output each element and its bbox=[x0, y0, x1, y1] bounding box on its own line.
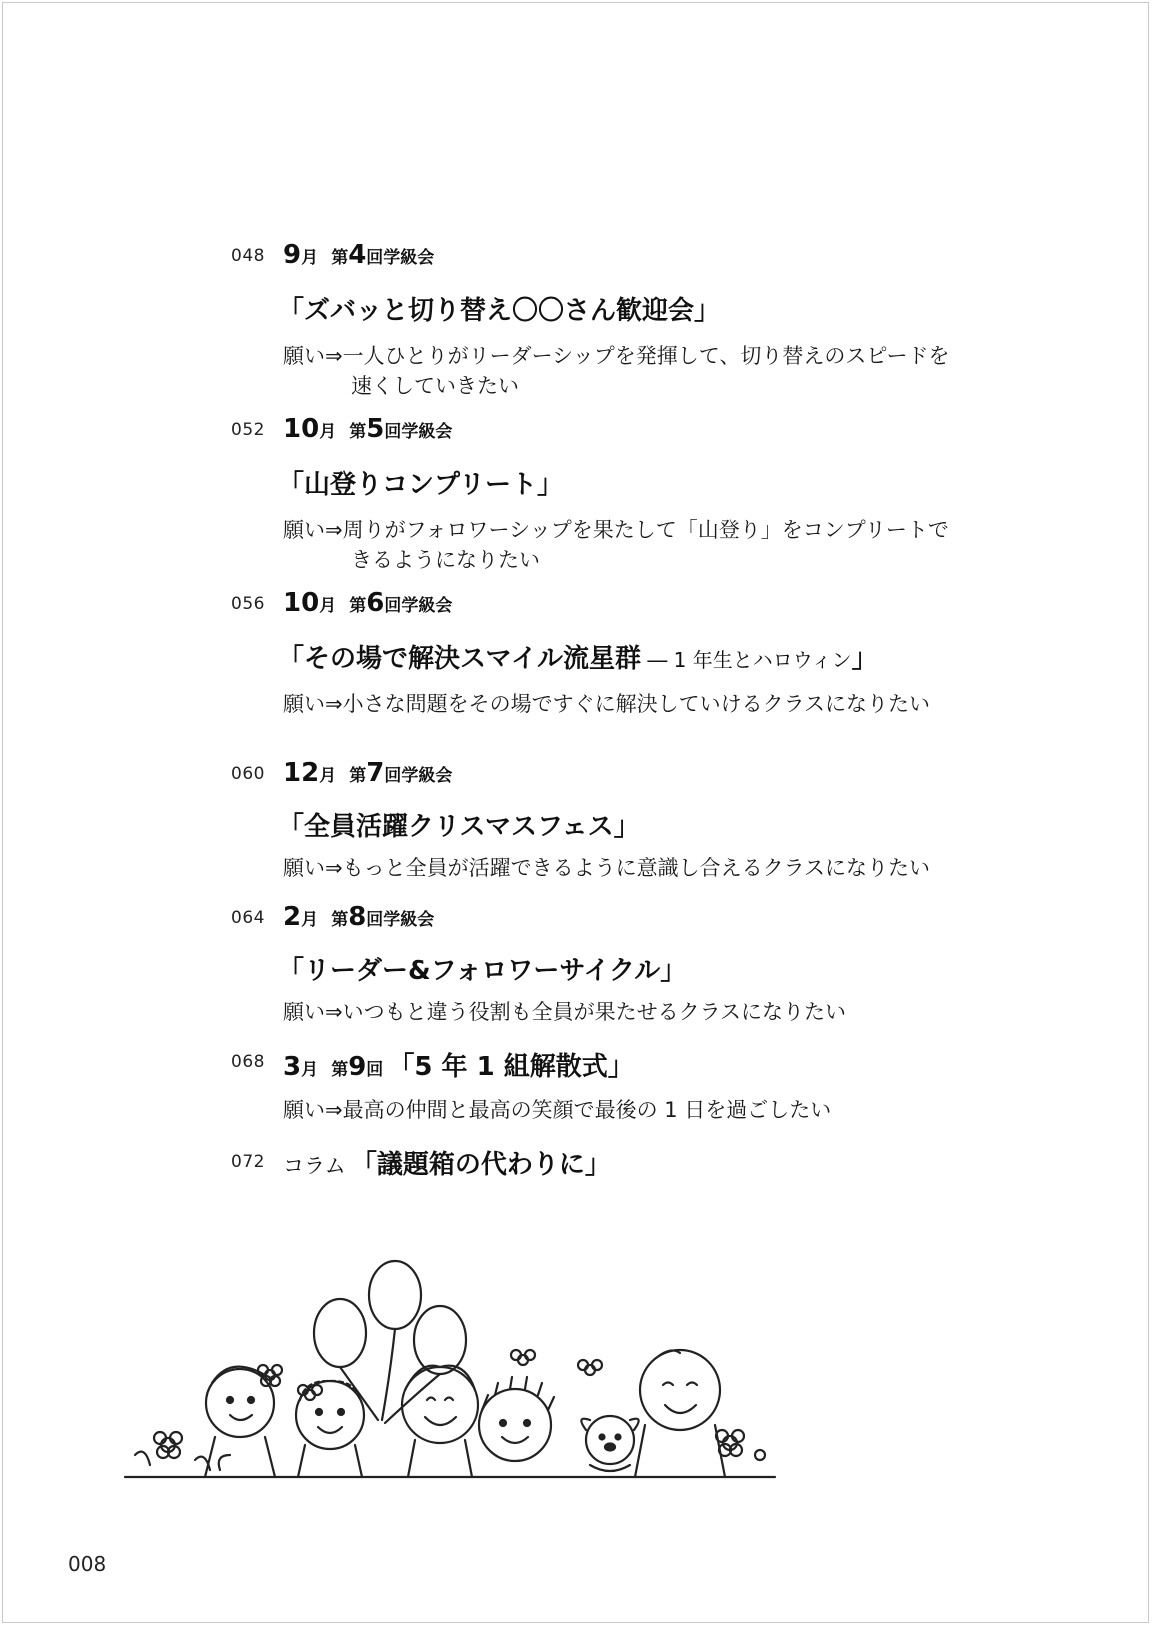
children-illustration bbox=[120, 1255, 810, 1505]
entry-title: 「全員活躍クリスマスフェス」 bbox=[278, 812, 640, 842]
kai-label: 回 bbox=[366, 1060, 384, 1080]
entry-heading bbox=[283, 240, 434, 270]
dai-label: 第 bbox=[331, 910, 349, 930]
wish-line: 願い⇒もっと全員が活躍できるように意識し合えるクラスになりたい bbox=[283, 856, 930, 880]
wish-line-continued: きるようになりたい bbox=[351, 548, 540, 572]
entry-title: 「山登りコンプリート」 bbox=[278, 470, 563, 500]
column-label: コラム bbox=[283, 1154, 346, 1178]
session-number: 9 bbox=[348, 1052, 367, 1082]
entry-heading bbox=[283, 902, 434, 932]
page-ref: 052 bbox=[231, 420, 265, 440]
page-ref: 048 bbox=[231, 246, 265, 266]
month-unit: 月 bbox=[301, 910, 319, 930]
entry-title: 「議題箱の代わりに」 bbox=[350, 1150, 611, 1180]
kai-label: 回学級会 bbox=[384, 766, 453, 786]
dai-label: 第 bbox=[349, 596, 367, 616]
session-number: 8 bbox=[348, 902, 367, 932]
dai-label: 第 bbox=[349, 766, 367, 786]
child-face-icon bbox=[402, 1366, 478, 1477]
month-number: 2 bbox=[283, 902, 302, 932]
entry-title bbox=[278, 638, 878, 675]
month-unit: 月 bbox=[301, 1060, 319, 1080]
session-number: 4 bbox=[348, 240, 367, 270]
dai-label: 第 bbox=[331, 1060, 349, 1080]
entry-heading bbox=[283, 588, 452, 618]
dog-icon bbox=[581, 1416, 638, 1471]
entry-heading bbox=[283, 1046, 634, 1083]
month-number: 10 bbox=[283, 414, 320, 444]
page-ref: 060 bbox=[231, 764, 265, 784]
wish-line: 願い⇒一人ひとりがリーダーシップを発揮して、切り替えのスピードを bbox=[283, 344, 950, 368]
kai-label: 回学級会 bbox=[366, 248, 435, 268]
child-face-icon bbox=[205, 1367, 275, 1477]
kai-label: 回学級会 bbox=[384, 596, 453, 616]
month-number: 10 bbox=[283, 588, 320, 618]
month-unit: 月 bbox=[301, 248, 319, 268]
kai-label: 回学級会 bbox=[384, 422, 453, 442]
page-ref: 064 bbox=[231, 908, 265, 928]
child-face-icon bbox=[479, 1377, 554, 1461]
entry-heading bbox=[283, 1144, 611, 1181]
child-face-icon bbox=[635, 1350, 725, 1477]
title-subtitle: ― 1 年生とハロウィン bbox=[640, 648, 852, 672]
entry-title: 「5 年 1 組解散式」 bbox=[388, 1052, 634, 1082]
wish-line: 願い⇒いつもと違う役割も全員が果たせるクラスになりたい bbox=[283, 1000, 846, 1024]
dai-label: 第 bbox=[331, 248, 349, 268]
entry-heading bbox=[283, 414, 452, 444]
month-unit: 月 bbox=[319, 596, 337, 616]
kai-label: 回学級会 bbox=[366, 910, 435, 930]
wish-line: 願い⇒小さな問題をその場ですぐに解決していけるクラスになりたい bbox=[283, 692, 930, 716]
page-number: 008 bbox=[68, 1552, 107, 1576]
month-unit: 月 bbox=[319, 766, 337, 786]
title-close-bracket: 」 bbox=[851, 644, 878, 674]
month-number: 12 bbox=[283, 758, 320, 788]
entry-title: 「ズバッと切り替え〇〇さん歓迎会」 bbox=[278, 296, 721, 326]
wish-line: 願い⇒最高の仲間と最高の笑顔で最後の 1 日を過ごしたい bbox=[283, 1098, 832, 1122]
page-ref: 068 bbox=[231, 1052, 265, 1072]
session-number: 5 bbox=[366, 414, 385, 444]
entry-title: 「リーダー&フォロワーサイクル」 bbox=[278, 956, 687, 986]
dai-label: 第 bbox=[349, 422, 367, 442]
balloons-icon bbox=[314, 1261, 466, 1423]
session-number: 6 bbox=[366, 588, 385, 618]
child-face-icon bbox=[296, 1381, 364, 1477]
month-unit: 月 bbox=[319, 422, 337, 442]
page-ref: 056 bbox=[231, 594, 265, 614]
month-number: 3 bbox=[283, 1052, 302, 1082]
wish-line-continued: 速くしていきたい bbox=[351, 374, 519, 398]
month-number: 9 bbox=[283, 240, 302, 270]
session-number: 7 bbox=[366, 758, 385, 788]
page-ref: 072 bbox=[231, 1152, 265, 1172]
wish-line: 願い⇒周りがフォロワーシップを果たして「山登り」をコンプリートで bbox=[283, 518, 949, 542]
entry-heading bbox=[283, 758, 452, 788]
title-main: 「その場で解決スマイル流星群 bbox=[278, 644, 641, 674]
